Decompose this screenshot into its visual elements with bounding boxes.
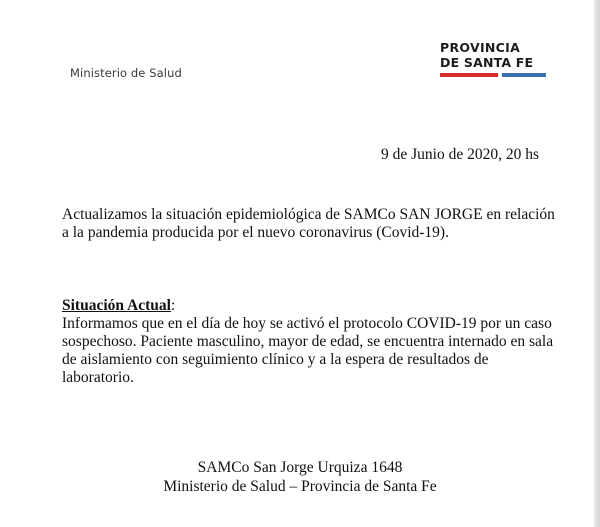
- situation-body: Informamos que en el día de hoy se activó el protocolo COVID-19 por un caso sospechoso. Paciente masculino, mayor de edad, se encuentra internado en sala de aislamiento con seguimiento clínico y a la espera de resultados de laboratorio.: [62, 315, 554, 386]
- situation-heading-colon: :: [170, 297, 176, 314]
- logo-text-line2: DE SANTA FE: [440, 55, 534, 70]
- logo-color-bars: [440, 73, 550, 77]
- footer-address: SAMCo San Jorge Urquiza 1648: [197, 459, 403, 476]
- page-edge-shadow: [594, 0, 600, 527]
- situation-section: [62, 297, 562, 387]
- ministry-label: Ministerio de Salud: [70, 66, 182, 80]
- footer-ministry: Ministerio de Salud – Provincia de Santa Fe: [163, 478, 437, 495]
- document-date: 9 de Junio de 2020, 20 hs: [380, 146, 539, 163]
- situation-heading: Situación Actual: [62, 297, 171, 314]
- situation-heading-line: [62, 297, 562, 315]
- logo-text-line1: PROVINCIA: [440, 40, 521, 55]
- document-footer: [0, 458, 600, 496]
- intro-paragraph: Actualizamos la situación epidemiológica de SAMCo SAN JORGE en relación a la pandemia producida por el nuevo coronavirus (Covid-19).: [62, 206, 555, 241]
- logo-red-bar: [440, 73, 498, 77]
- logo-blue-bar: [502, 73, 546, 77]
- province-logo: [440, 40, 550, 77]
